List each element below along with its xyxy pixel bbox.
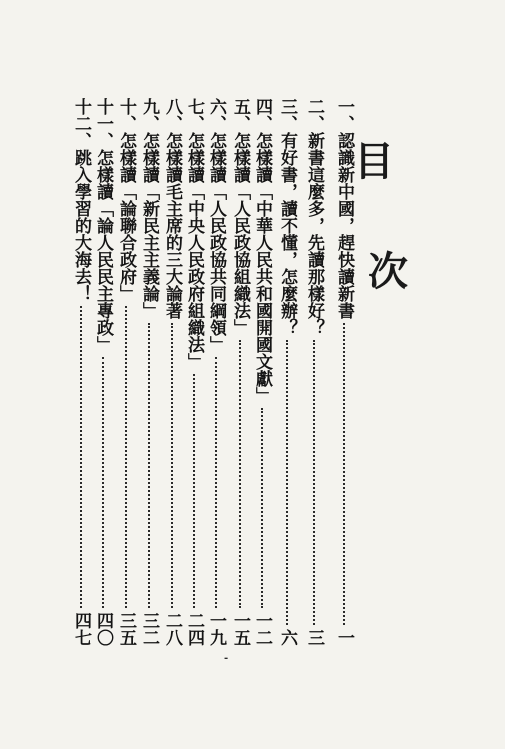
toc-entry-page: 三 bbox=[304, 629, 324, 646]
toc-entry-page: 六 bbox=[277, 629, 297, 646]
toc-entry-title: 八、怎樣讀毛主席的三大論著 bbox=[162, 98, 182, 319]
toc-entry-title: 九、怎樣讀「新民主主義論」 bbox=[139, 98, 159, 319]
toc-leader-dots bbox=[261, 408, 263, 608]
toc-leader-dots bbox=[343, 323, 345, 625]
toc-title-char: 目 bbox=[354, 138, 394, 185]
toc-entry-title: 三、有好書，讀不懂，怎麼辦？ bbox=[277, 98, 297, 336]
toc-entry[interactable] bbox=[229, 98, 251, 646]
toc-entry-title: 十、怎樣讀「論聯合政府」 bbox=[116, 98, 136, 302]
toc-entry[interactable] bbox=[251, 98, 273, 646]
toc-entry-page: 一二 bbox=[252, 612, 272, 646]
toc-entry[interactable] bbox=[92, 98, 114, 646]
toc-leader-dots bbox=[239, 340, 241, 608]
toc-title-char: 次 bbox=[368, 248, 408, 295]
toc-entry-title: 十二、跳入學習的大海去！ bbox=[71, 98, 91, 302]
toc-leader-dots bbox=[286, 340, 288, 625]
toc-entry[interactable] bbox=[138, 98, 160, 646]
toc-entry-title: 六、怎樣讀「人民政協共同綱領」 bbox=[206, 98, 226, 353]
toc-leader-dots bbox=[171, 323, 173, 608]
toc-entry-title: 十一、怎樣讀「論人民民主專政」 bbox=[93, 98, 113, 353]
footer-mark: - bbox=[224, 653, 229, 664]
toc-leader-dots bbox=[80, 306, 82, 608]
toc-entry[interactable] bbox=[161, 98, 183, 646]
toc-leader-dots bbox=[193, 374, 195, 608]
toc-leader-dots bbox=[148, 323, 150, 608]
toc-entry-page: 一九 bbox=[206, 612, 226, 646]
toc-leader-dots bbox=[313, 340, 315, 625]
toc-entry-page: 二四 bbox=[184, 612, 204, 646]
toc-entry-page: 三二 bbox=[139, 612, 159, 646]
toc-entry[interactable] bbox=[115, 98, 137, 646]
toc-entry-page: 一 bbox=[334, 629, 354, 646]
toc-entry-title: 五、怎樣讀「人民政協組織法」 bbox=[230, 98, 250, 336]
toc-entry-title: 二、新書這麼多，先讀那樣好？ bbox=[304, 98, 324, 336]
toc-entry[interactable] bbox=[183, 98, 205, 646]
toc-entry-page: 一五 bbox=[230, 612, 250, 646]
toc-entry-page: 四七 bbox=[71, 612, 91, 646]
toc-entry-title: 七、怎樣讀「中央人民政府組織法」 bbox=[184, 98, 204, 370]
toc-entry[interactable] bbox=[333, 98, 355, 646]
toc-leader-dots bbox=[215, 357, 217, 608]
toc-entry-page: 二八 bbox=[162, 612, 182, 646]
toc-entry-page: 三五 bbox=[116, 612, 136, 646]
toc-entry[interactable] bbox=[276, 98, 298, 646]
toc-leader-dots bbox=[125, 306, 127, 608]
toc-entry[interactable] bbox=[205, 98, 227, 646]
toc-entry[interactable] bbox=[70, 98, 92, 646]
toc-entry[interactable] bbox=[303, 98, 325, 646]
toc-leader-dots bbox=[102, 357, 104, 608]
toc-entry-title: 四、怎樣讀「中華人民共和國開國文獻」 bbox=[252, 98, 272, 404]
toc-entry-page: 四〇 bbox=[93, 612, 113, 646]
toc-entry-title: 一、認識新中國，趕快讀新書 bbox=[334, 98, 354, 319]
